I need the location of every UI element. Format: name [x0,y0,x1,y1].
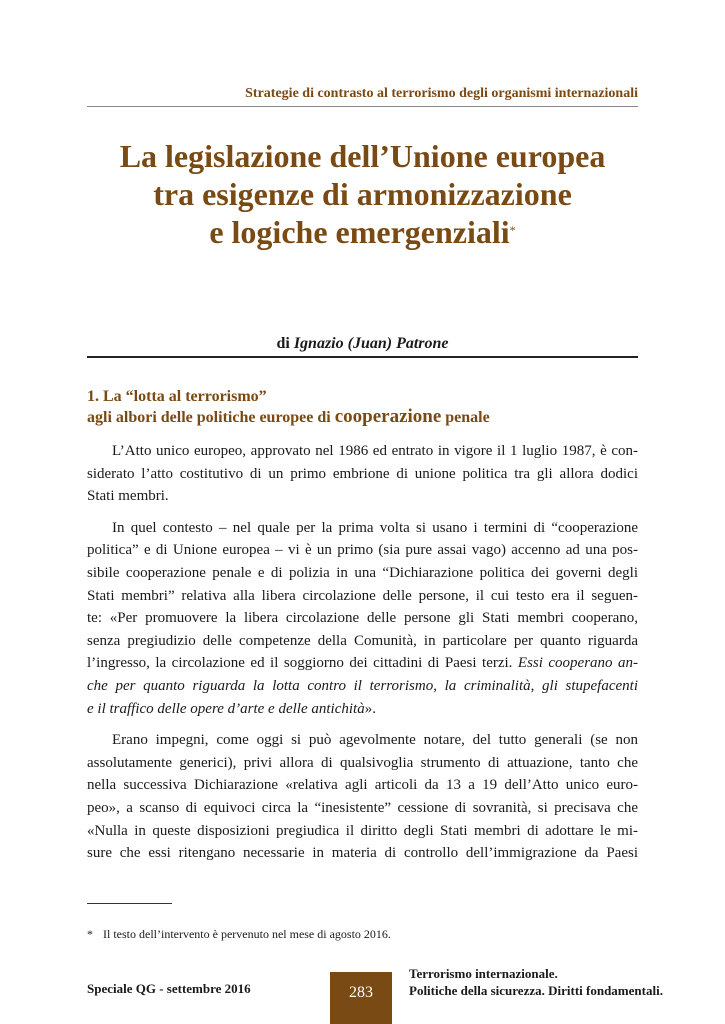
byline-prefix: di [276,335,290,352]
title-line-1: La legislazione dell’Unione europea [119,138,606,174]
text-line: Stati membri” relativa alla libera circolazione delle persone, il cui testo era il seguen- [87,587,638,604]
section-heading-line-2 [87,407,638,428]
text-line [87,698,638,721]
paragraph-3 [87,729,638,865]
footer-issue-title-line-2: Politiche della sicurezza. Diritti fondamentali. [409,983,663,998]
title-footnote-mark[interactable]: * [509,223,516,237]
text-line: sibile cooperazione penale e di polizia in una “Dichiarazione politica dei governi degli [87,564,638,581]
article-title [60,137,665,251]
text-line: peo», a scanso di equivoci circa la “inesistente” cessione di sovranità, si precisava che [87,799,638,816]
italic-quote: e il traffico delle opere d’arte e delle antichità [87,700,365,717]
header-rule [87,106,638,107]
footnote-mark: * [87,927,93,941]
italic-quote: Essi cooperano an- [517,655,639,672]
text-line: assolutamente generici), privi allora di qualsivoglia strumento di attuazione, tanto che [87,754,638,771]
section-heading-line-1: 1. La “lotta al terrorismo” [87,388,267,405]
title-line-2: tra esigenze di armonizzazione [153,176,572,212]
text-line: te: «Per promuovere la libera circolazione delle persone gli Stati membri cooperano, [87,610,638,627]
quote-close: ». [364,700,376,717]
section-heading [87,387,638,428]
author-name: Ignazio (Juan) Patrone [293,335,449,352]
byline-rule [87,356,638,358]
text-line: senza pregiudizio delle competenze della Comunità, in particolare per quanto riguarda [87,632,638,649]
body-text [87,440,638,874]
page-number: 283 [349,984,373,1001]
text-line [87,652,638,675]
text-line: sure che essi ritengano necessarie in materia di controllo dell’immigrazione da Paesi [87,845,638,862]
text-line [87,675,638,698]
paragraph-2 [87,517,638,720]
paragraph-1 [87,440,638,508]
text-line: politica” e di Unione europea – vi è un primo (sia pure assai vago) accenno ad una pos- [87,542,638,559]
text-line: «Nulla in queste disposizioni pregiudica il diritto degli Stati membri di adottare le mi- [87,822,638,839]
byline [87,335,638,353]
section-heading-part-a: agli albori delle politiche europee di [87,409,335,426]
section-heading-emphasis: cooperazione [334,406,442,427]
title-line-3 [60,213,665,251]
footer-publication: Speciale QG - settembre 2016 [87,981,251,996]
text-line: Stati membri. [87,488,169,505]
footer-issue-title-line-1: Terrorismo internazionale. [409,966,558,981]
footnote-text: Il testo dell’intervento è pervenuto nel mese di agosto 2016. [103,927,391,941]
text-line: siderato l’atto costitutivo di un primo embrione di unione politica tra gli allora dodici [87,465,638,482]
footer-issue-title [409,965,663,999]
text-line-start: l’ingresso, la circolazione ed il soggiorno dei cittadini di Paesi terzi. [87,655,518,672]
running-head: Strategie di contrasto al terrorismo degli organismi internazionali [245,86,638,101]
italic-quote: che per quanto riguarda la lotta contro il terrorismo, la criminalità, gli stupefacenti [87,677,638,694]
footnote [87,927,638,942]
title-line-3-text: e logiche emergenziali [209,214,510,250]
text-line: Erano impegni, come oggi si può agevolmente notare, del tutto generali (se non [112,732,638,749]
text-line: nella successiva Dichiarazione «relativa agli articoli da 13 a 19 dell’Atto unico euro- [87,777,638,794]
page-number-box [330,972,392,1024]
footnote-rule [87,903,172,904]
text-line: In quel contesto – nel quale per la prima volta si usano i termini di “cooperazione [112,519,638,536]
section-heading-part-b: penale [441,409,490,426]
text-line: L’Atto unico europeo, approvato nel 1986 ed entrato in vigore il 1 luglio 1987, è con- [112,443,638,459]
